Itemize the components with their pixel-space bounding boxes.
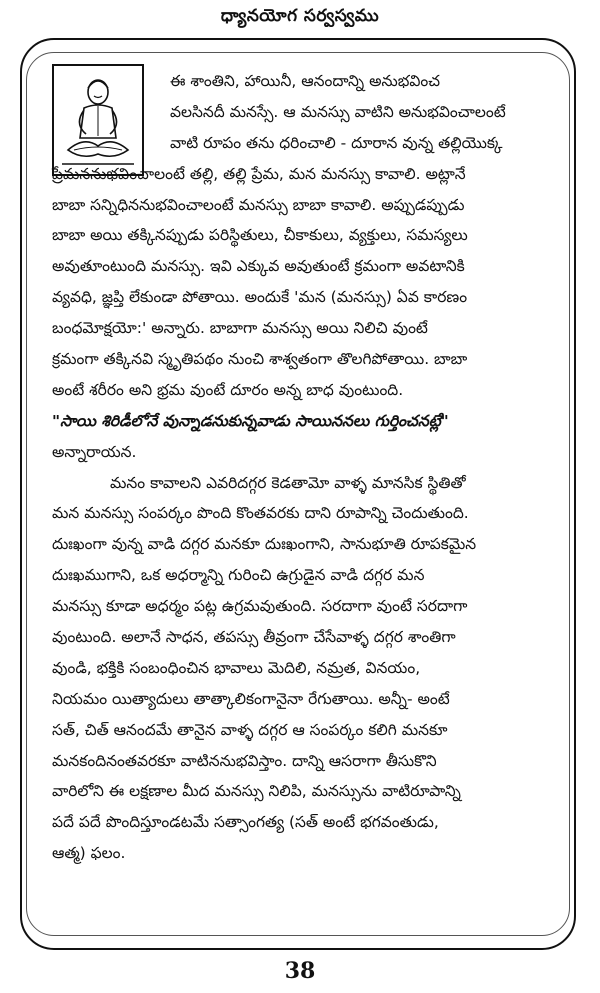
text-line: మనకందినంతవరకూ వాటిననుభవిస్తాం. దాన్ని ఆసరాగా తీసుకొని bbox=[52, 751, 437, 770]
text-line: పదే పదే పొందిస్తూండటమే సత్సాంగత్య (సత్ అంటే భగవంతుడు, bbox=[52, 813, 439, 832]
text-line: క్రమంగా తక్కినవి స్మృతిపథం నుంచి శాశ్వతంగా తొలగిపోతాయి. బాబా bbox=[52, 350, 468, 369]
text-line: దుఃఖంగా వున్న వాడి దగ్గర మనకూ దుఃఖంగాని, సానుభూతి రూపకమైన bbox=[52, 535, 477, 554]
text-line: వారిలోని ఈ లక్షణాల మీద మనస్సు నిలిపి, మనస్సును వాటిరూపాన్ని bbox=[52, 782, 461, 801]
text-line: నియమం యిత్యాదులు తాత్కాలికంగానైనా రేగుతాయి. అన్నీ- అంటే bbox=[52, 689, 450, 708]
text-line: అంటే శరీరం అని భ్రమ వుంటే దూరం అన్న బాధ వుంటుంది. bbox=[52, 380, 404, 399]
text-line: మనం కావాలని ఎవరిదగ్గర కెడతామో వాళ్ళ మానసిక స్థితితో bbox=[110, 473, 466, 492]
page-number: 38 bbox=[284, 958, 316, 984]
quote-line: "సాయి శిరిడీలోనే వున్నాడనుకున్నవాడు సాయిననలు గుర్తించనట్లే" bbox=[52, 411, 449, 430]
running-header: ధ్యానయోగ సర్వస్వము bbox=[220, 6, 380, 26]
text-line: మన మనస్సు సంపర్కం పొంది కొంతవరకు దాని రూపాన్ని చెందుతుంది. bbox=[52, 504, 469, 523]
text-line: వ్యవధి, జ్ఞప్తి లేకుండా పోతాయి. అందుకే 'మన (మనస్సు) ఏవ కారణం bbox=[52, 288, 468, 307]
text-line: ప్రేమననుభవించాలంటే తల్లి, తల్లి ప్రేమ, మన మనస్సు కావాలి. అట్లానే bbox=[52, 164, 466, 183]
text-line: వలసినదీ మనస్సే. ఆ మనస్సు వాటిని అనుభవించాలంటే bbox=[170, 102, 506, 121]
text-line: దుఃఖముగాని, ఒక అధర్మాన్ని గురించి ఉగ్రుడైన వాడి దగ్గర మన bbox=[52, 566, 425, 585]
text-line: వుంటుంది. అలానే సాధన, తపస్సు తీవ్రంగా చేసేవాళ్ళ దగ్గర శాంతిగా bbox=[52, 628, 456, 647]
text-line: బాబా సన్నిధిననుభవించాలంటే మనస్సు బాబా కావాలి. అప్పుడప్పుడు bbox=[52, 195, 465, 214]
text-line: వుండి, భక్తికి సంబంధించిన భావాలు మెదిలి, నమ్రత, వినయం, bbox=[52, 658, 421, 677]
text-line: ఆత్మ) ఫలం. bbox=[52, 844, 126, 863]
text-line: అవుతూంటుంది మనస్సు. ఇవి ఎక్కువ అవుతుంటే క్రమంగా అవటానికి bbox=[52, 257, 465, 276]
body-text bbox=[52, 66, 562, 869]
text-line: మనస్సు కూడా అధర్మం పట్ల ఉగ్రమవుతుంది. సరదాగా వుంటే సరదాగా bbox=[52, 597, 468, 616]
text-line: వాటి రూపం తను ధరించాలి - దూరాన వున్న తల్లియొక్క bbox=[170, 133, 503, 152]
text-line: బంధమోక్షయో:' అన్నారు. బాబాగా మనస్సు అయి నిలిచి వుంటే bbox=[52, 319, 428, 338]
text-line: ఈ శాంతిని, హాయినీ, ఆనందాన్ని అనుభవించ bbox=[170, 72, 440, 90]
text-line: బాబా అయి తక్కినప్పుడు పరిస్థితులు, చీకాకులు, వ్యక్తులు, సమస్యలు bbox=[52, 226, 468, 245]
text-line: అన్నారాయన. bbox=[52, 442, 137, 461]
text-line: సత్, చిత్ ఆనందమే తానైన వాళ్ళ దగ్గర ఆ సంపర్కం కలిగి మనకూ bbox=[52, 720, 448, 739]
